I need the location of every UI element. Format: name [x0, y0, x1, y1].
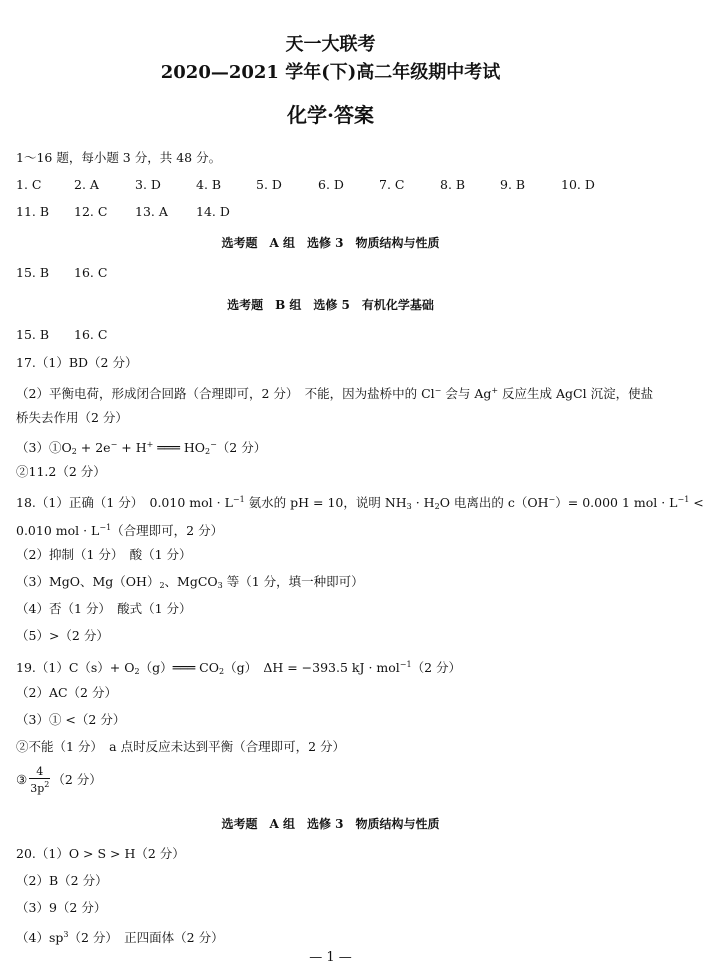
q20-part3: （3）9（2 分） [16, 900, 107, 915]
q19-part3-b: ②不能（1 分） a 点时反应未达到平衡（合理即可，2 分） [16, 739, 346, 754]
mc-answer: 7. C [379, 177, 405, 192]
q20-part1: 20.（1）O > S > H（2 分） [16, 846, 185, 861]
mc-answer: 11. B [16, 204, 50, 219]
header-org: 天一大联考 [285, 34, 376, 55]
mc-answer: 15. B [16, 265, 50, 280]
q20-part2: （2）B（2 分） [16, 873, 108, 888]
q18-part2: （2）抑制（1 分） 酸（1 分） [16, 547, 192, 562]
header-exam-title: 2020—2021 学年(下)高二年级期中考试 [160, 62, 501, 83]
q20-part4: $(4)sp^3(2$ 分） 正四面体（2 分） [16, 930, 224, 945]
section-heading-a-2: 选考题 A 组 选修 3 物质结构与性质 [221, 817, 440, 831]
q19-part1: $19.(1)C(s)+ O_2(g)═══$ $CO_2(g)$ ΔH = −393.5 kJ · mol$^{-1}$（2 分） [16, 660, 462, 676]
q19-part3-c: ③ $\frac{4}{3p^2}$ （2 分） [16, 765, 102, 795]
q18-part1: 18.（1）正确（1 分） 0.010 mol · $L^{-1}$ 氨水的 pH = 10，说明 $NH_3 \cdot H_2O$ 电离出的 c（OH−）= 0.000 1 mol · $L^{-1}$ < [16, 495, 704, 511]
mc-answer: 15. B [16, 327, 50, 342]
section-heading-b: 选考题 B 组 选修 5 有机化学基础 [227, 298, 434, 312]
mc-answer: 14. D [196, 204, 230, 219]
q17-part1: 17.（1）BD（2 分） [16, 355, 138, 370]
mc-answer: 10. D [561, 177, 595, 192]
fraction: $\frac{4}{3p^2}$ [30, 765, 50, 795]
intro-text: 1～16 题，每小题 3 分，共 48 分。 [16, 150, 222, 165]
q18-part1-cont: 0.010 mol · $L^{-1}$（合理即可，2 分） [16, 523, 224, 538]
mc-answer: 2. A [74, 177, 99, 192]
mc-answer: 16. C [74, 327, 108, 342]
mc-answer: 4. B [196, 177, 222, 192]
q19-part3: （3）① <（2 分） [16, 712, 126, 727]
mc-answer: 8. B [440, 177, 466, 192]
mc-answer: 12. C [74, 204, 108, 219]
q18-part3: （3）MgO、$Mg(OH)_2$、MgCO$_3$ 等（1 分，填一种即可） [16, 574, 364, 590]
mc-answer: 5. D [256, 177, 282, 192]
mc-answer: 6. D [318, 177, 344, 192]
page-number: — 1 — [309, 950, 352, 965]
mc-answer: 3. D [135, 177, 161, 192]
mc-answer: 1. C [16, 177, 42, 192]
mc-answer: 9. B [500, 177, 526, 192]
q18-part5: （5）>（2 分） [16, 628, 109, 643]
header-subject: 化学·答案 [287, 103, 374, 127]
q17-part3: $(3)①O_2 + 2e^- + H^+$ ═══ $HO_2^-(2$ 分） [16, 440, 267, 456]
q17-part2: （2）平衡电荷，形成闭合回路（合理即可，2 分） 不能，因为盐桥中的 Cl− 会与 Ag+ 反应生成 AgCl 沉淀，使盐 [16, 386, 654, 401]
q18-part4: （4）否（1 分） 酸式（1 分） [16, 601, 192, 616]
mc-answer: 13. A [135, 204, 168, 219]
q17-part3-b: ②11.2（2 分） [16, 464, 106, 479]
q19-part2: （2）AC（2 分） [16, 685, 117, 700]
mc-answer: 16. C [74, 265, 108, 280]
q17-part2-cont: 桥失去作用（2 分） [16, 410, 128, 425]
section-heading-a-1: 选考题 A 组 选修 3 物质结构与性质 [221, 236, 440, 250]
